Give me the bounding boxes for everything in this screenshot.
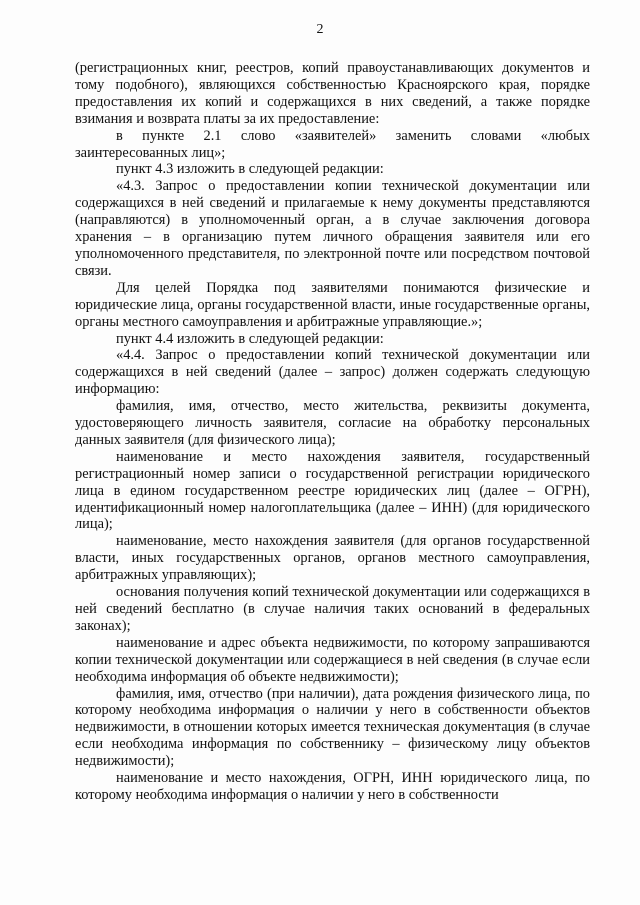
- paragraph: основания получения копий технической документации или содержащихся в ней сведений бесплатно (в случае наличия таких оснований в федеральных законах);: [75, 584, 590, 634]
- paragraph: пункт 4.4 изложить в следующей редакции:: [116, 330, 384, 347]
- page-number: 2: [316, 22, 324, 37]
- paragraph: наименование, место нахождения заявителя (для органов государственной власти, иных государственных органов, органов местного самоуправления, арбитражных управляющих);: [75, 533, 590, 584]
- paragraph: Для целей Порядка под заявителями понимаются физические и юридические лица, органы государственной власти, иные государственные органы, органы местного самоуправления и арбитражные управляющие.»;: [75, 279, 590, 330]
- paragraph: наименование и адрес объекта недвижимости, по которому запрашиваются копии технической документации или содержащиеся в ней сведения (в случае если необходима информация об объекте недвижимости);: [75, 634, 590, 685]
- paragraph: в пункте 2.1 слово «заявителей» заменить словами «любых заинтересованных лиц»;: [75, 127, 590, 161]
- paragraph: наименование и место нахождения, ОГРН, ИНН юридического лица, по которому необходима информация о наличии у него в собственности: [75, 770, 590, 803]
- document-body: [75, 60, 590, 804]
- paragraph: «4.3. Запрос о предоставлении копии технической документации или содержащихся в ней сведений и прилагаемые к нему документы представляются (направляются) в уполномоченный орган, а в случае заключения договора хранения – в организацию путем личного обращения заявителя или его уполномоченного представителя, по электронной почте или посредством почтовой связи.: [75, 178, 590, 279]
- paragraph: наименование и место нахождения заявителя, государственный регистрационный номер записи о государственной регистрации юридического лица в едином государственном реестре юридических лиц (далее – ОГРН), идентификационный номер налогоплательщика (далее – ИНН) (для юридического лица);: [75, 448, 590, 533]
- paragraph: пункт 4.3 изложить в следующей редакции:: [116, 161, 384, 178]
- paragraph: «4.4. Запрос о предоставлении копий технической документации или содержащихся в ней сведений (далее – запрос) должен содержать следующую информацию:: [75, 347, 590, 398]
- paragraph: фамилия, имя, отчество, место жительства, реквизиты документа, удостоверяющего личность заявителя, согласие на обработку персональных данных заявителя (для физического лица);: [75, 398, 590, 448]
- paragraph: фамилия, имя, отчество (при наличии), дата рождения физического лица, по которому необходима информация о наличии у него в собственности объектов недвижимости, в отношении которых имеется техническая документация (в случае если необходима информация по собственнику – физическому лицу объектов недвижимости);: [75, 685, 590, 770]
- paragraph: (регистрационных книг, реестров, копий правоустанавливающих документов и тому подобного), являющихся собственностью Красноярского края, порядке предоставления их копий и содержащихся в них сведений, а также порядке взимания и возврата платы за их предоставление:: [75, 60, 590, 127]
